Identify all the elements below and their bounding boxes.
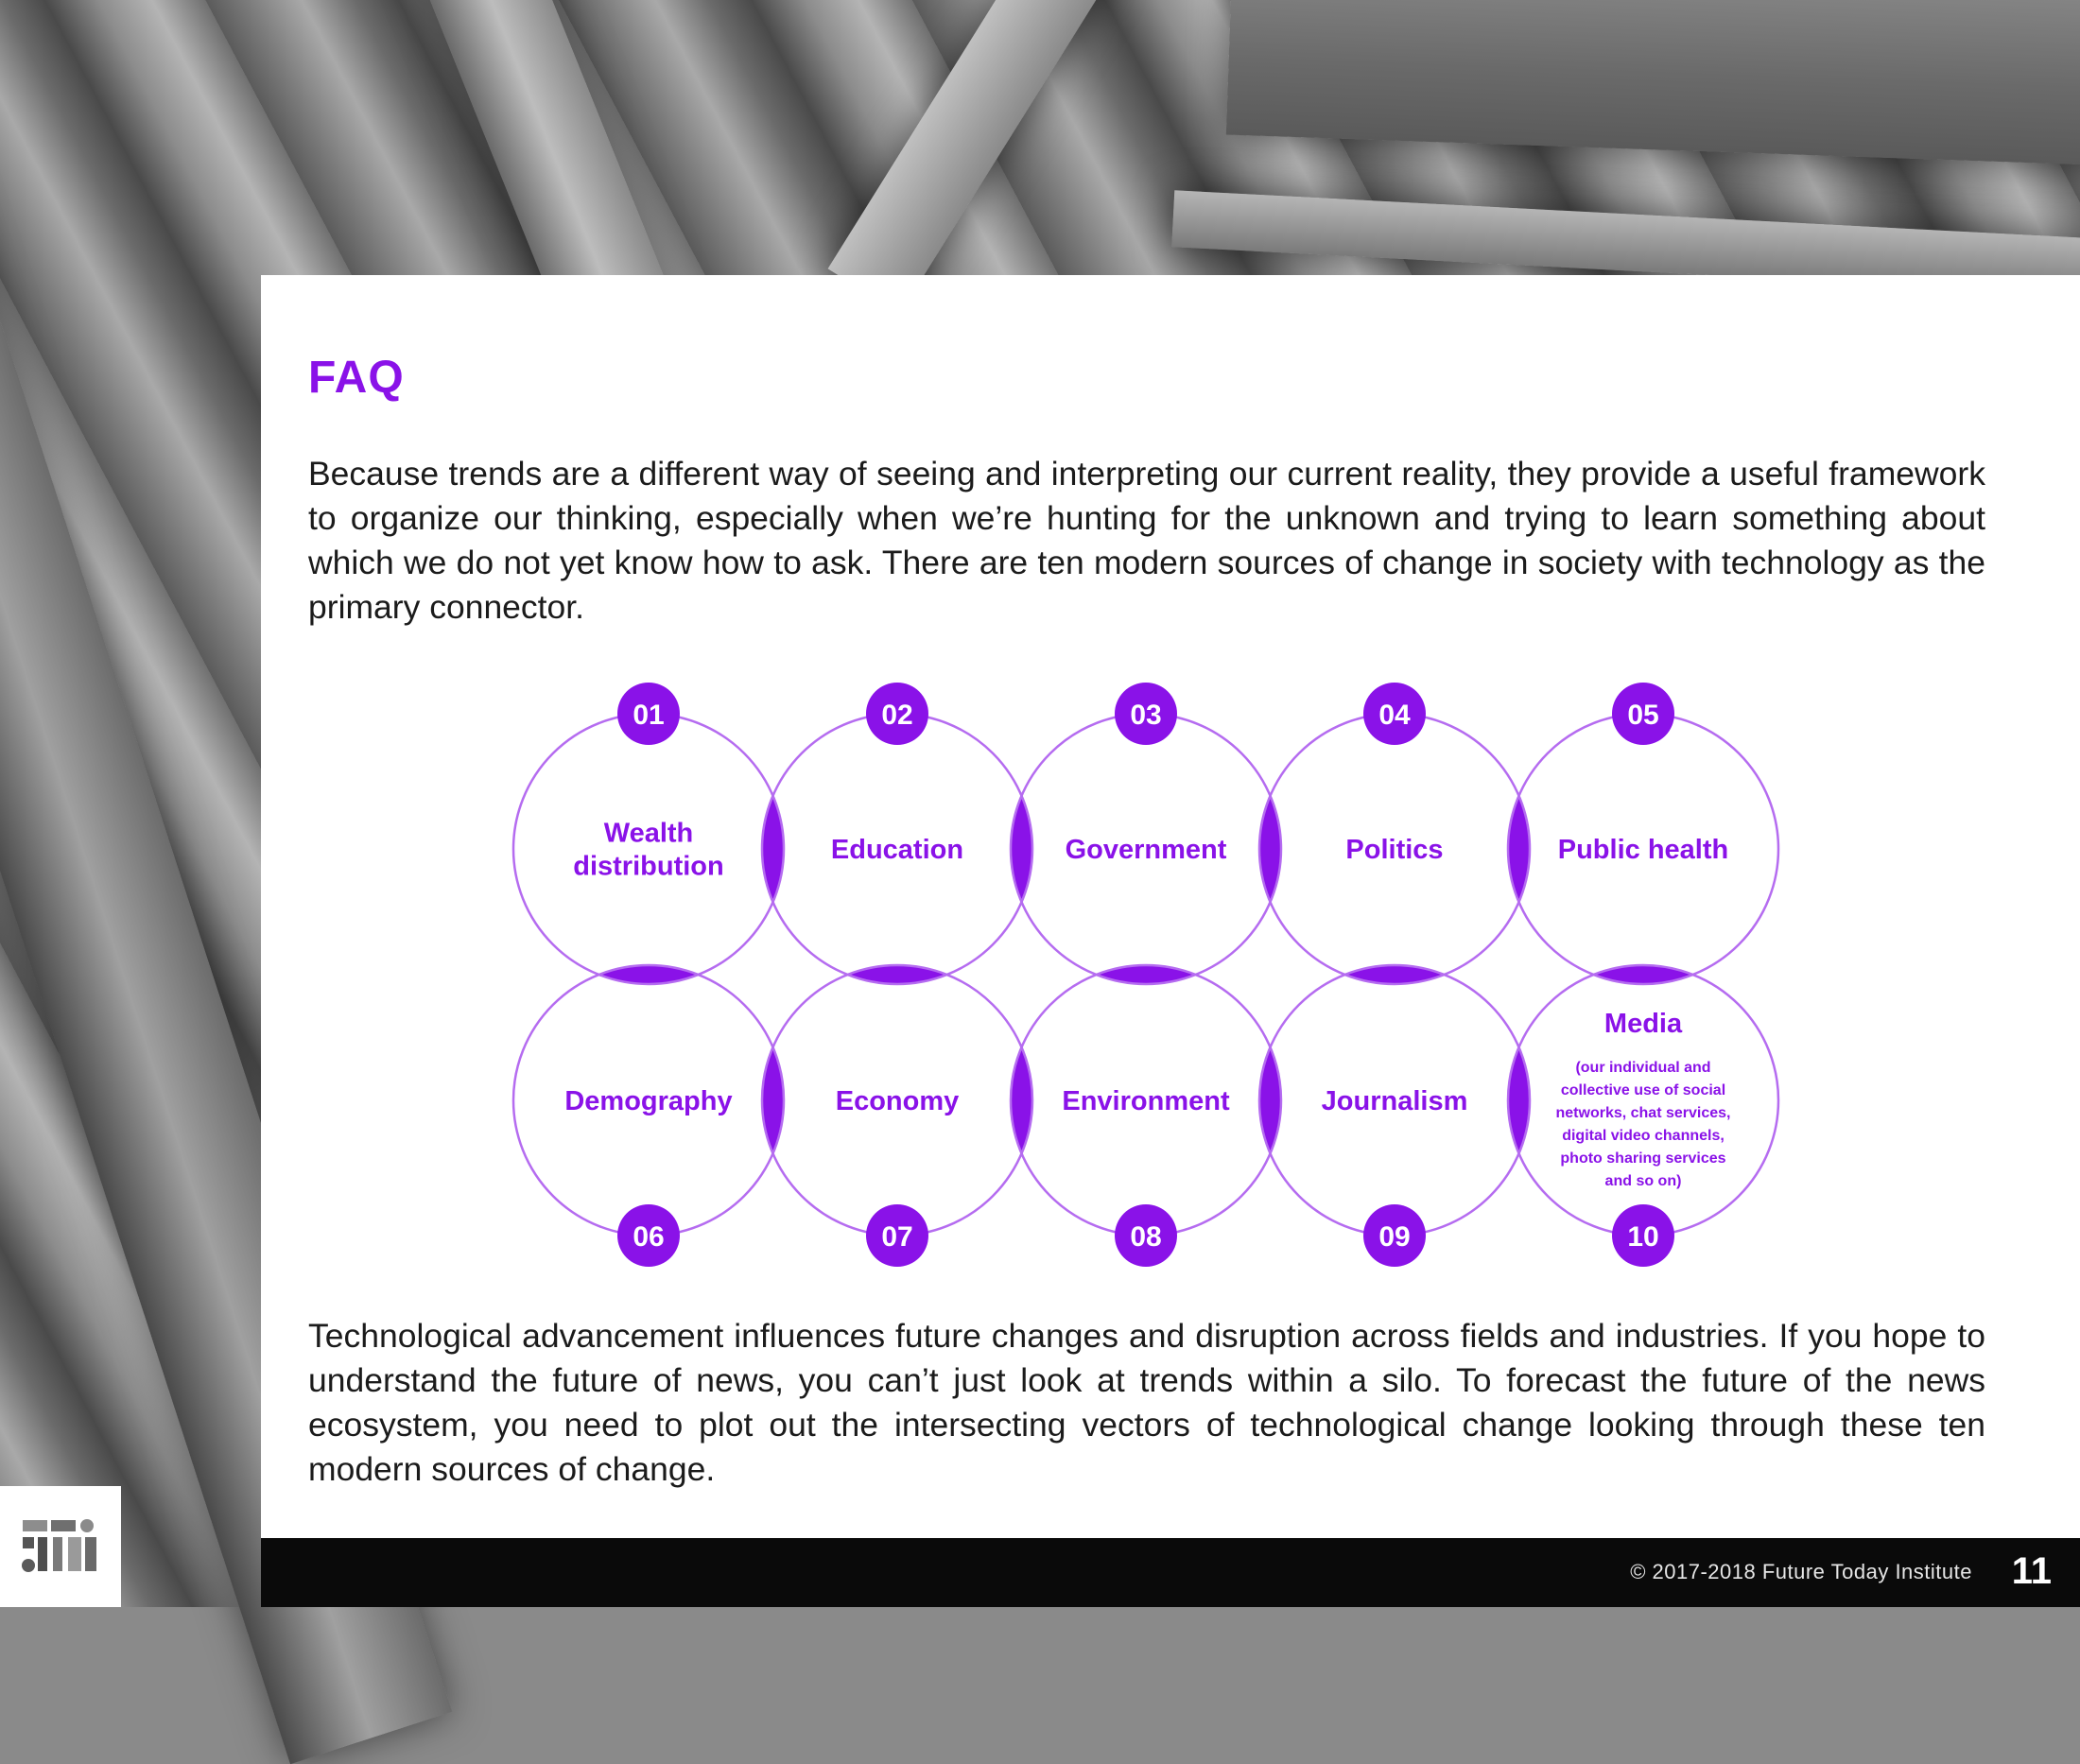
source-label: Government xyxy=(1065,835,1227,865)
source-note: networks, chat services, xyxy=(1555,1105,1731,1121)
overlap-lens xyxy=(1508,796,1530,902)
source-label: Demography xyxy=(564,1086,733,1116)
number-badge-label: 10 xyxy=(1627,1221,1659,1253)
overlap-lens xyxy=(1344,965,1444,984)
number-badge-label: 06 xyxy=(633,1221,665,1253)
page-title: FAQ xyxy=(308,353,405,403)
source-label: distribution xyxy=(573,851,724,882)
overlap-lens xyxy=(598,965,698,984)
source-label: Environment xyxy=(1062,1086,1230,1116)
number-badge-label: 07 xyxy=(881,1221,913,1253)
source-note: (our individual and xyxy=(1575,1060,1711,1076)
source-label: Public health xyxy=(1557,835,1729,865)
source-label: Wealth xyxy=(603,818,694,849)
logo xyxy=(0,1486,121,1607)
closing-paragraph: Technological advancement influences future changes and disruption across fields and industries. If you hope to understand the future of news, you can’t just look at trends within a silo. To forecast the future of the news ecosystem, you need to plot out the intersecting vectors of technological change looking through these ten modern sources of change. xyxy=(308,1317,1985,1488)
intro-paragraph: Because trends are a different way of seeing and interpreting our current reality, they provide a useful framework to organize our thinking, especially when we’re hunting for the unknown and trying to learn something about which we do not yet know how to ask. There are ten modern sources of change in society with technology as the primary connector. xyxy=(308,455,1985,626)
overlap-lens xyxy=(1259,796,1281,902)
source-circle xyxy=(1508,965,1778,1236)
source-note: collective use of social xyxy=(1560,1082,1726,1098)
overlap-lens xyxy=(847,965,946,984)
source-circle xyxy=(513,714,784,984)
page-number: 11 xyxy=(2011,1550,2052,1592)
number-badge-label: 09 xyxy=(1378,1221,1411,1253)
number-badge-label: 08 xyxy=(1130,1221,1162,1253)
source-label: Journalism xyxy=(1321,1086,1468,1116)
number-badge-label: 05 xyxy=(1627,700,1659,731)
future-today-institute-logo-icon xyxy=(0,1486,121,1607)
number-badge-label: 04 xyxy=(1378,700,1411,731)
overlap-lens xyxy=(1593,965,1692,984)
source-label: Economy xyxy=(835,1086,960,1116)
overlap-lens xyxy=(762,796,784,902)
number-badge-label: 03 xyxy=(1130,700,1162,731)
source-note: digital video channels, xyxy=(1562,1128,1725,1144)
overlap-lens xyxy=(1508,1047,1530,1153)
source-label: Education xyxy=(830,835,964,865)
overlap-lens xyxy=(1259,1047,1281,1153)
copyright-text: © 2017-2018 Future Today Institute xyxy=(1630,1560,1972,1583)
source-label: Politics xyxy=(1345,835,1444,865)
source-note: and so on) xyxy=(1604,1173,1682,1189)
overlap-lens xyxy=(1011,796,1032,902)
number-badge-label: 01 xyxy=(633,700,665,731)
source-label: Media xyxy=(1603,1009,1683,1039)
source-note: photo sharing services xyxy=(1560,1150,1726,1167)
overlap-lens xyxy=(762,1047,784,1153)
overlap-lens xyxy=(1011,1047,1032,1153)
overlap-lens xyxy=(1096,965,1195,984)
number-badge-label: 02 xyxy=(881,700,913,731)
